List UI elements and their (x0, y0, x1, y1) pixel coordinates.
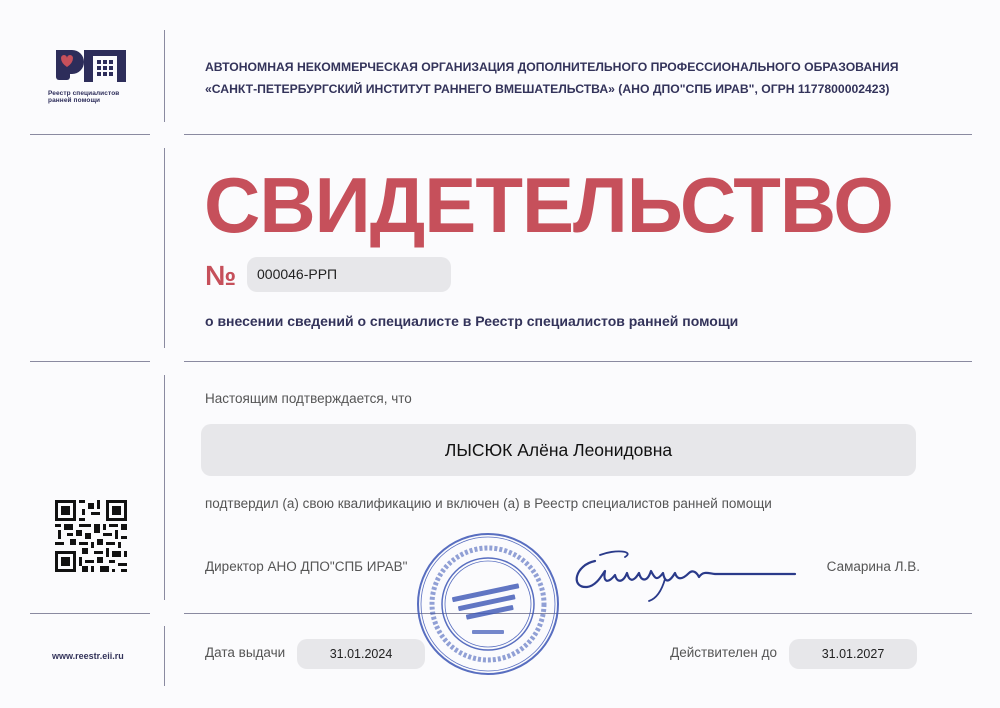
divider (30, 613, 150, 614)
divider (30, 134, 150, 135)
divider (164, 626, 165, 686)
valid-until-label: Действителен до (670, 645, 777, 660)
qualification-text: подтвердил (а) свою квалификацию и включен (а) в Реестр специалистов ранней помощи (205, 496, 772, 511)
divider (30, 361, 150, 362)
organization-name (205, 56, 975, 100)
certificate-subtitle: о внесении сведений о специалисте в Реестр специалистов ранней помощи (205, 313, 739, 329)
issue-date-label: Дата выдачи (205, 645, 286, 660)
qr-code-icon (55, 500, 127, 572)
logo-caption: Реестр специалистов ранней помощи (48, 90, 120, 104)
divider (184, 134, 972, 135)
certificate-title: СВИДЕТЕЛЬСТВО (204, 161, 893, 249)
divider (184, 613, 972, 614)
organization-line-1: АВТОНОМНАЯ НЕКОММЕРЧЕСКАЯ ОРГАНИЗАЦИЯ ДОПОЛНИТЕЛЬНОГО ПРОФЕССИОНАЛЬНОГО ОБРАЗОВАНИЯ (205, 60, 899, 74)
organization-line-2: «САНКТ-ПЕТЕРБУРГСКИЙ ИНСТИТУТ РАННЕГО ВМЕШАТЕЛЬСТВА» (АНО ДПО"СПБ ИРАВ", ОГРН 1177800002423) (205, 82, 890, 96)
divider (184, 361, 972, 362)
director-label: Директор АНО ДПО"СПБ ИРАВ" (205, 559, 408, 574)
confirm-text: Настоящим подтверждается, что (205, 391, 412, 406)
divider (164, 30, 165, 122)
signature-icon (565, 543, 805, 603)
divider (164, 375, 165, 600)
certificate-number: 000046-РРП (247, 257, 451, 292)
valid-until-date: 31.01.2027 (789, 639, 917, 669)
signatory-name: Самарина Л.В. (826, 559, 920, 574)
website-link[interactable]: www.reestr.eii.ru (52, 651, 124, 661)
divider (164, 148, 165, 348)
number-sign: № (205, 260, 237, 291)
stamp-icon (414, 530, 562, 678)
holder-name: ЛЫСЮК Алёна Леонидовна (201, 424, 916, 476)
issue-date: 31.01.2024 (297, 639, 425, 669)
